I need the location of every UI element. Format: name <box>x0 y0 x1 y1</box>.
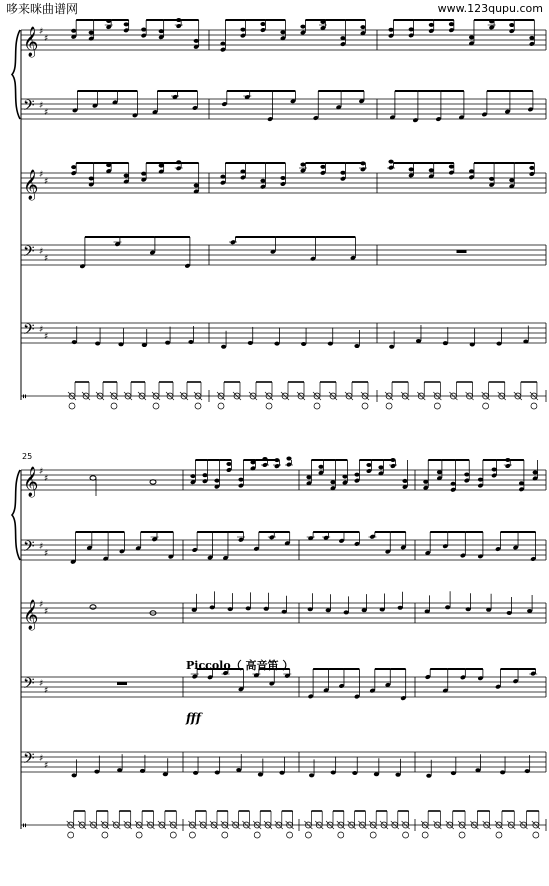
notehead-icon <box>210 605 215 609</box>
notehead-icon <box>416 339 421 343</box>
notehead-icon <box>388 28 393 32</box>
notehead-icon <box>95 342 100 346</box>
notehead-icon <box>308 607 313 611</box>
notehead-icon <box>266 403 272 409</box>
notehead-icon <box>529 166 534 170</box>
notehead-icon <box>434 403 440 409</box>
notehead-icon <box>195 403 201 409</box>
notehead-icon <box>370 832 376 838</box>
notehead-icon <box>459 832 465 838</box>
sharp-icon: ♯ <box>39 247 44 257</box>
notehead-icon <box>378 465 383 469</box>
whole-rest <box>457 250 467 253</box>
notehead-icon <box>328 342 333 346</box>
notehead-icon <box>111 403 117 409</box>
notehead-icon <box>141 28 146 32</box>
notehead-icon <box>71 165 76 169</box>
notehead-icon <box>89 31 94 35</box>
instrument-label: Piccolo（ 高音笛 ） <box>186 659 294 672</box>
notehead-icon <box>300 25 305 29</box>
notehead-icon <box>344 610 349 614</box>
sharp-icon: ♯ <box>39 27 44 37</box>
notehead-icon <box>489 177 494 181</box>
notehead-icon <box>248 341 253 345</box>
notehead-icon <box>483 403 489 409</box>
notehead-icon <box>449 22 454 26</box>
notehead-icon <box>451 482 456 486</box>
notehead-icon <box>202 473 207 477</box>
sharp-icon: ♯ <box>44 108 49 118</box>
notehead-icon <box>486 608 491 612</box>
notehead-icon <box>320 165 325 169</box>
notehead-icon <box>409 27 414 31</box>
notehead-icon <box>469 35 474 39</box>
sharp-icon: ♯ <box>44 177 49 187</box>
notehead-icon <box>188 340 193 344</box>
notehead-icon <box>314 403 320 409</box>
percussion-clef-icon: 𝄥 <box>23 821 26 832</box>
notehead-icon <box>360 25 365 29</box>
sharp-icon: ♯ <box>39 467 44 477</box>
notehead-icon <box>374 772 379 776</box>
notehead-icon <box>409 167 414 171</box>
sharp-icon: ♯ <box>44 761 49 771</box>
treble-clef-icon: 𝄞 <box>23 600 39 630</box>
notehead-icon <box>68 832 74 838</box>
notehead-icon <box>170 832 176 838</box>
sharp-icon: ♯ <box>44 607 49 617</box>
sharp-icon: ♯ <box>39 542 44 552</box>
notehead-icon <box>90 476 96 480</box>
notehead-icon <box>286 457 291 461</box>
notehead-icon <box>254 832 260 838</box>
measure-number: 25 <box>22 452 33 461</box>
notehead-icon <box>238 478 243 482</box>
notehead-icon <box>519 481 524 485</box>
notehead-icon <box>124 22 129 26</box>
notehead-icon <box>279 771 284 775</box>
notehead-icon <box>163 772 168 776</box>
notehead-icon <box>274 342 279 346</box>
notehead-icon <box>509 23 514 27</box>
notehead-icon <box>240 169 245 173</box>
notehead-icon <box>531 403 537 409</box>
notehead-icon <box>388 160 393 164</box>
notehead-icon <box>102 832 108 838</box>
notehead-icon <box>280 30 285 34</box>
notehead-icon <box>222 832 228 838</box>
notehead-icon <box>429 168 434 172</box>
notehead-icon <box>140 769 145 773</box>
notehead-icon <box>523 340 528 344</box>
sharp-icon: ♯ <box>44 34 49 44</box>
bass-clef-icon: 𝄢 <box>23 675 35 696</box>
notehead-icon <box>117 768 122 772</box>
notehead-icon <box>264 607 269 611</box>
notehead-icon <box>240 28 245 32</box>
notehead-icon <box>301 342 306 346</box>
bass-clef-icon: 𝄢 <box>23 321 35 342</box>
notehead-icon <box>246 606 251 610</box>
notehead-icon <box>354 344 359 348</box>
notehead-icon <box>330 480 335 484</box>
brace-icon <box>12 30 20 119</box>
sharp-icon: ♯ <box>39 754 44 764</box>
notehead-icon <box>94 770 99 774</box>
brace-icon <box>12 470 20 560</box>
notehead-icon <box>338 832 344 838</box>
notehead-icon <box>326 608 331 612</box>
notehead-icon <box>362 403 368 409</box>
notehead-icon <box>437 470 442 474</box>
sharp-icon: ♯ <box>39 679 44 689</box>
notehead-icon <box>228 607 233 611</box>
notehead-icon <box>309 773 314 777</box>
notehead-icon <box>194 183 199 187</box>
notehead-icon <box>533 832 539 838</box>
notehead-icon <box>221 345 226 349</box>
notehead-icon <box>492 467 497 471</box>
notehead-icon <box>258 773 263 777</box>
notehead-icon <box>527 609 532 613</box>
treble-clef-icon: 𝄞 <box>23 27 39 57</box>
sharp-icon: ♯ <box>44 254 49 264</box>
notehead-icon <box>194 39 199 43</box>
bass-clef-icon: 𝄢 <box>23 97 35 118</box>
site-name: 哆来咪曲谱网 <box>6 2 79 16</box>
notehead-icon <box>118 342 123 346</box>
notehead-icon <box>366 463 371 467</box>
notehead-icon <box>306 475 311 479</box>
notehead-icon <box>496 832 502 838</box>
notehead-icon <box>287 832 293 838</box>
notehead-icon <box>425 609 430 613</box>
notehead-icon <box>429 23 434 27</box>
notehead-icon <box>352 771 357 775</box>
sharp-icon: ♯ <box>44 686 49 696</box>
notehead-icon <box>89 176 94 180</box>
notehead-icon <box>215 770 220 774</box>
site-url: www.123qupu.com <box>437 2 543 15</box>
notehead-icon <box>72 340 77 344</box>
notehead-icon <box>226 462 231 466</box>
notehead-icon <box>159 164 164 168</box>
bass-clef-icon: 𝄢 <box>23 750 35 771</box>
notehead-icon <box>509 178 514 182</box>
notehead-icon <box>398 606 403 610</box>
notehead-icon <box>529 36 534 40</box>
sharp-icon: ♯ <box>39 600 44 610</box>
notehead-icon <box>282 610 287 614</box>
sharp-icon: ♯ <box>39 170 44 180</box>
bass-clef-icon: 𝄢 <box>23 538 35 559</box>
notehead-icon <box>389 345 394 349</box>
notehead-icon <box>192 608 197 612</box>
treble-clef-icon: 𝄞 <box>23 170 39 200</box>
notehead-icon <box>340 171 345 175</box>
notehead-icon <box>72 773 77 777</box>
notehead-icon <box>214 479 219 483</box>
notehead-icon <box>500 770 505 774</box>
notehead-icon <box>236 768 241 772</box>
notehead-icon <box>142 343 147 347</box>
notehead-icon <box>190 474 195 478</box>
notehead-icon <box>507 611 512 615</box>
notehead-icon <box>220 175 225 179</box>
notehead-icon <box>402 479 407 483</box>
notehead-icon <box>533 470 538 474</box>
notehead-icon <box>331 770 336 774</box>
notehead-icon <box>475 768 480 772</box>
notehead-icon <box>426 774 431 778</box>
notehead-icon <box>525 769 530 773</box>
notehead-icon <box>305 832 311 838</box>
treble-clef-icon: 𝄞 <box>23 467 39 497</box>
sharp-icon: ♯ <box>44 474 49 484</box>
notehead-icon <box>443 341 448 345</box>
notehead-icon <box>218 403 224 409</box>
notehead-icon <box>165 341 170 345</box>
notehead-icon <box>478 478 483 482</box>
notehead-icon <box>90 605 96 609</box>
notehead-icon <box>403 832 409 838</box>
notehead-icon <box>395 773 400 777</box>
notehead-icon <box>280 176 285 180</box>
notehead-icon <box>354 473 359 477</box>
notehead-icon <box>466 607 471 611</box>
notehead-icon <box>71 29 76 33</box>
percussion-clef-icon: 𝄥 <box>23 392 26 403</box>
notehead-icon <box>193 771 198 775</box>
sharp-icon: ♯ <box>39 101 44 111</box>
notehead-icon <box>451 771 456 775</box>
notehead-icon <box>260 179 265 183</box>
notehead-icon <box>445 605 450 609</box>
notehead-icon <box>380 608 385 612</box>
notehead-icon <box>189 832 195 838</box>
sharp-icon: ♯ <box>44 332 49 342</box>
notehead-icon <box>141 172 146 176</box>
bass-clef-icon: 𝄢 <box>23 243 35 264</box>
notehead-icon <box>496 342 501 346</box>
notehead-icon <box>423 480 428 484</box>
notehead-icon <box>342 475 347 479</box>
notehead-icon <box>469 169 474 173</box>
notehead-icon <box>220 42 225 46</box>
notehead-icon <box>422 832 428 838</box>
notehead-icon <box>449 165 454 169</box>
notehead-icon <box>340 36 345 40</box>
notehead-icon <box>362 608 367 612</box>
whole-rest <box>117 682 127 685</box>
dynamic-marking: fff <box>186 711 202 725</box>
sharp-icon: ♯ <box>39 325 44 335</box>
notehead-icon <box>386 403 392 409</box>
notehead-icon <box>318 465 323 469</box>
notehead-icon <box>260 22 265 26</box>
notehead-icon <box>300 163 305 167</box>
notehead-icon <box>470 343 475 347</box>
notehead-icon <box>464 473 469 477</box>
notehead-icon <box>159 29 164 33</box>
sharp-icon: ♯ <box>44 549 49 559</box>
notehead-icon <box>136 832 142 838</box>
notehead-icon <box>150 480 156 484</box>
notehead-icon <box>124 174 129 178</box>
notehead-icon <box>153 403 159 409</box>
notehead-icon <box>69 403 75 409</box>
